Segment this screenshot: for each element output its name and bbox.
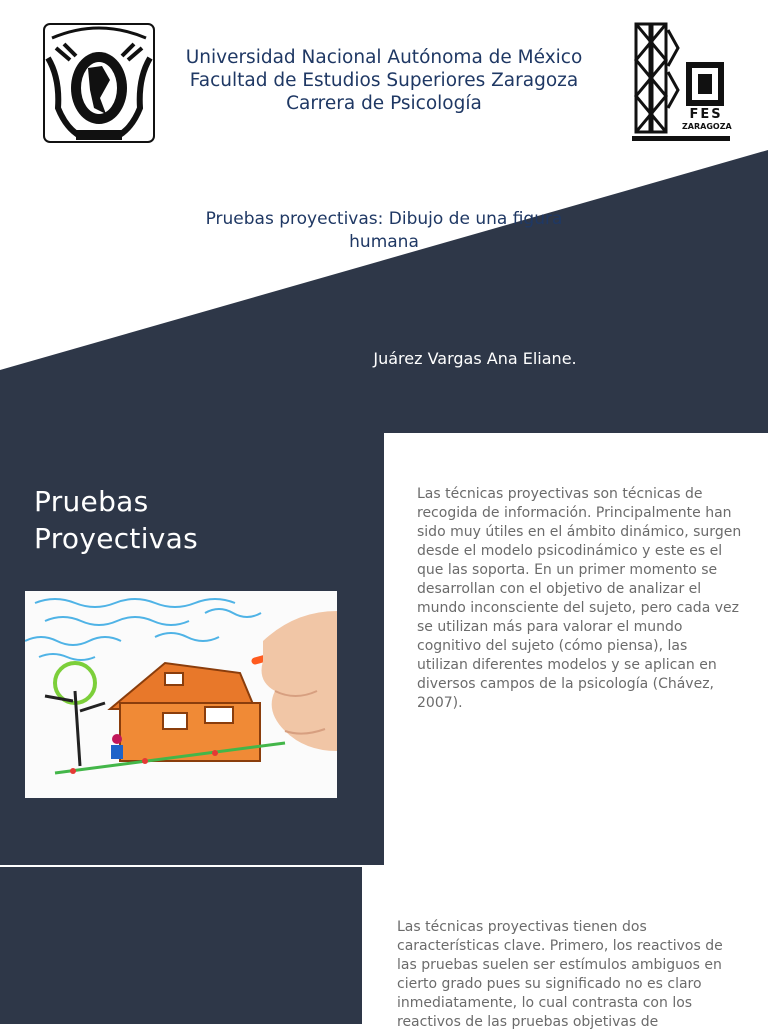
section-2-paragraph: Las técnicas proyectivas tienen dos características clave. Primero, los reactivos de las pruebas suelen ser estímulos ambiguos en cierto grado pues su significado no es claro inmediatamente, lo cual contrasta con los reactivos de las pruebas objetivas de bbox=[397, 919, 723, 1030]
fes-zaragoza-logo bbox=[630, 20, 732, 145]
document-title: Pruebas proyectivas: Dibujo de una figura humana bbox=[205, 209, 563, 252]
page-3-left-panel bbox=[0, 867, 362, 1024]
faculty-name: Facultad de Estudios Superiores Zaragoza bbox=[189, 70, 579, 91]
institution-header bbox=[170, 46, 598, 115]
child-house-drawing-photo bbox=[25, 591, 337, 798]
author-name: Juárez Vargas Ana Eliane. bbox=[373, 349, 577, 368]
unam-seal-logo bbox=[40, 18, 158, 148]
section-1-paragraph: Las técnicas proyectivas son técnicas de recogida de información. Principalmente han sido muy útiles en el ámbito dinámico, surgen desde el modelo psicodinámico y este es el que las soporta. En un primer momento se desarrollan con el objetivo de analizar el mundo inconsciente del sujeto, pero cada vez se utilizan más para valorar el mundo cognitivo del sujeto (cómo piensa), las utilizan diferentes modelos y se aplican en diversos campos de la psicología (Chávez, 2007). bbox=[417, 486, 742, 711]
fes-logo-text: FES ZARAGOZA bbox=[682, 107, 732, 131]
university-name: Universidad Nacional Autónoma de México bbox=[185, 47, 583, 68]
section-title: Pruebas Proyectivas bbox=[34, 485, 198, 555]
program-name: Carrera de Psicología bbox=[286, 93, 482, 114]
